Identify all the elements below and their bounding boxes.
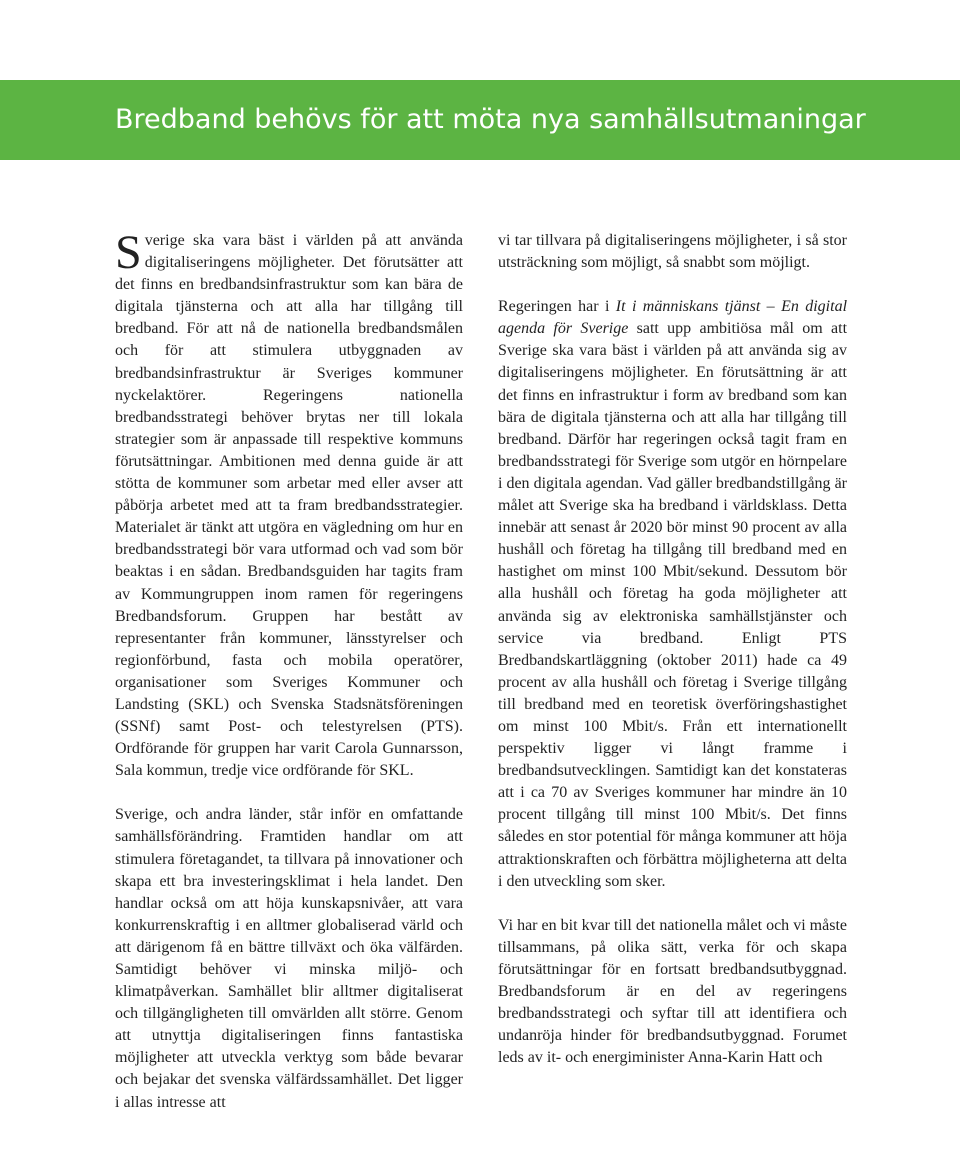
continuation-paragraph: vi tar tillvara på digitaliseringens möjligheter, i så stor utsträckning som möjligt, så snabbt som möjligt. (498, 232, 847, 272)
drop-cap: S (115, 226, 142, 279)
intro-paragraph (115, 226, 463, 782)
society-change-paragraph: Sverige, och andra länder, står inför en omfattande samhällsförändring. Framtiden handlar om att stimulera företagandet, ta tillvara på innovationer och skapa ett bra investeringsklimat i hela landet. Den handlar också om att höja kunskapsnivåer, att vara konkurrenskraftig i en alltmer globaliserad värld och att därigenom få en bättre tillväxt och öka välfärden. Samtidigt behöver vi minska miljö- och klimatpåverkan. Samhället blir alltmer digitaliserat och tillgängligheten till omvärlden allt större. Genom att utnyttja digitaliseringen finns fantastiska möjligheter att utveckla verktyg som både bevarar och bejakar det svenska välfärdssamhället. Det ligger i allas intresse att (115, 806, 463, 1111)
title-banner (0, 80, 960, 160)
bredbandsforum-paragraph: Vi har en bit kvar till det nationella målet och vi måste tillsammans, på olika sätt, verka för och skapa förutsättningar för en fortsatt bredbandsutbyggnad. Bredbandsforum är en del av regeringens bredbandsstrategi och syftar till att identifiera och undanröja hinder för bredbandsutbyggnad. Forumet leds av it- och energiminister Anna-Karin Hatt och (498, 916, 847, 1067)
right-column (498, 230, 847, 1069)
digital-agenda-title: It i människans tjänst – En digital agenda för Sverige (498, 298, 848, 338)
left-column (115, 226, 463, 1114)
intro-paragraph-text: verige ska vara bäst i världen på att använda digitaliseringens möjligheter. Det förutsätter att det finns en bredbandsinfrastruktur som kan bära de digitala tjänsterna och att alla har tillgång till bredband. För att nå de nationella bredbandsmålen och för att stimulera utbyggnaden av bredbandsinfrastruktur är Sveriges kommuner nyckelaktörer. Regeringens nationella bredbandsstrategi behöver brytas ner till lokala strategier som är anpassade till respektive kommuns förutsättningar. Ambitionen med denna guide är att stötta de kommuner som arbetar med eller avser att påbörja arbetet med att ta fram bredbandsstrategier. Materialet är tänkt att utgöra en vägledning om hur en bredbandsstrategi bör vara utformad och vad som bör beaktas i en sådan. Bredbandsguiden har tagits fram av Kommungruppen inom ramen för regeringens Bredbandsforum. Gruppen har bestått av representanter från kommuner, länsstyrelser och regionförbund, fasta och mobila operatörer, organisationer som Sveriges Kommuner och Landsting (SKL) och Svenska Stadsnätsföreningen (SSNf) samt Post- och telestyrelsen (PTS). Ordförande för gruppen har varit Carola Gunnarsson, Sala kommun, tredje vice ordförande för SKL. (115, 232, 463, 780)
page-top-margin (0, 0, 960, 80)
digital-agenda-intro: Regeringen har i (498, 298, 616, 316)
page-title: Bredband behövs för att möta nya samhällsutmaningar (115, 104, 866, 135)
digital-agenda-paragraph (498, 296, 847, 893)
digital-agenda-text: satt upp ambitiösa mål om att Sverige ska vara bäst i världen på att använda sig av digitaliseringens möjligheter. En förutsättning är att det finns en infrastruktur i form av bredband som kan bära de digitala tjänsterna och att alla har tillgång till bredband. Därför har regeringen också tagit fram en bredbandsstrategi för Sverige som utgör en hörnpelare i den digitala agendan. Vad gäller bredbandstillgång är målet att Sverige ska ha bredband i världsklass. Detta innebär att senast år 2020 bör minst 90 procent av alla hushåll och företag ha tillgång till bredband med en hastighet om minst 100 Mbit/sekund. Dessutom bör alla hushåll och företag ha goda möjligheter att använda sig av elektroniska samhällstjänster och service via bredband. Enligt PTS Bredbandskartläggning (oktober 2011) hade ca 49 procent av alla hushåll och företag i Sverige tillgång till bredband med en teoretisk överföringshastighet om minst 100 Mbit/s. Från ett internationellt perspektiv ligger vi långt framme i bredbandsutvecklingen. Samtidigt kan det konstateras att i ca 70 av Sveriges kommuner har mindre än 10 procent tillgång till minst 100 Mbit/s. Det finns således en stor potential för många kommuner att höja attraktionskraften och förbättra möjligheterna att delta i den utveckling som sker. (498, 320, 848, 890)
